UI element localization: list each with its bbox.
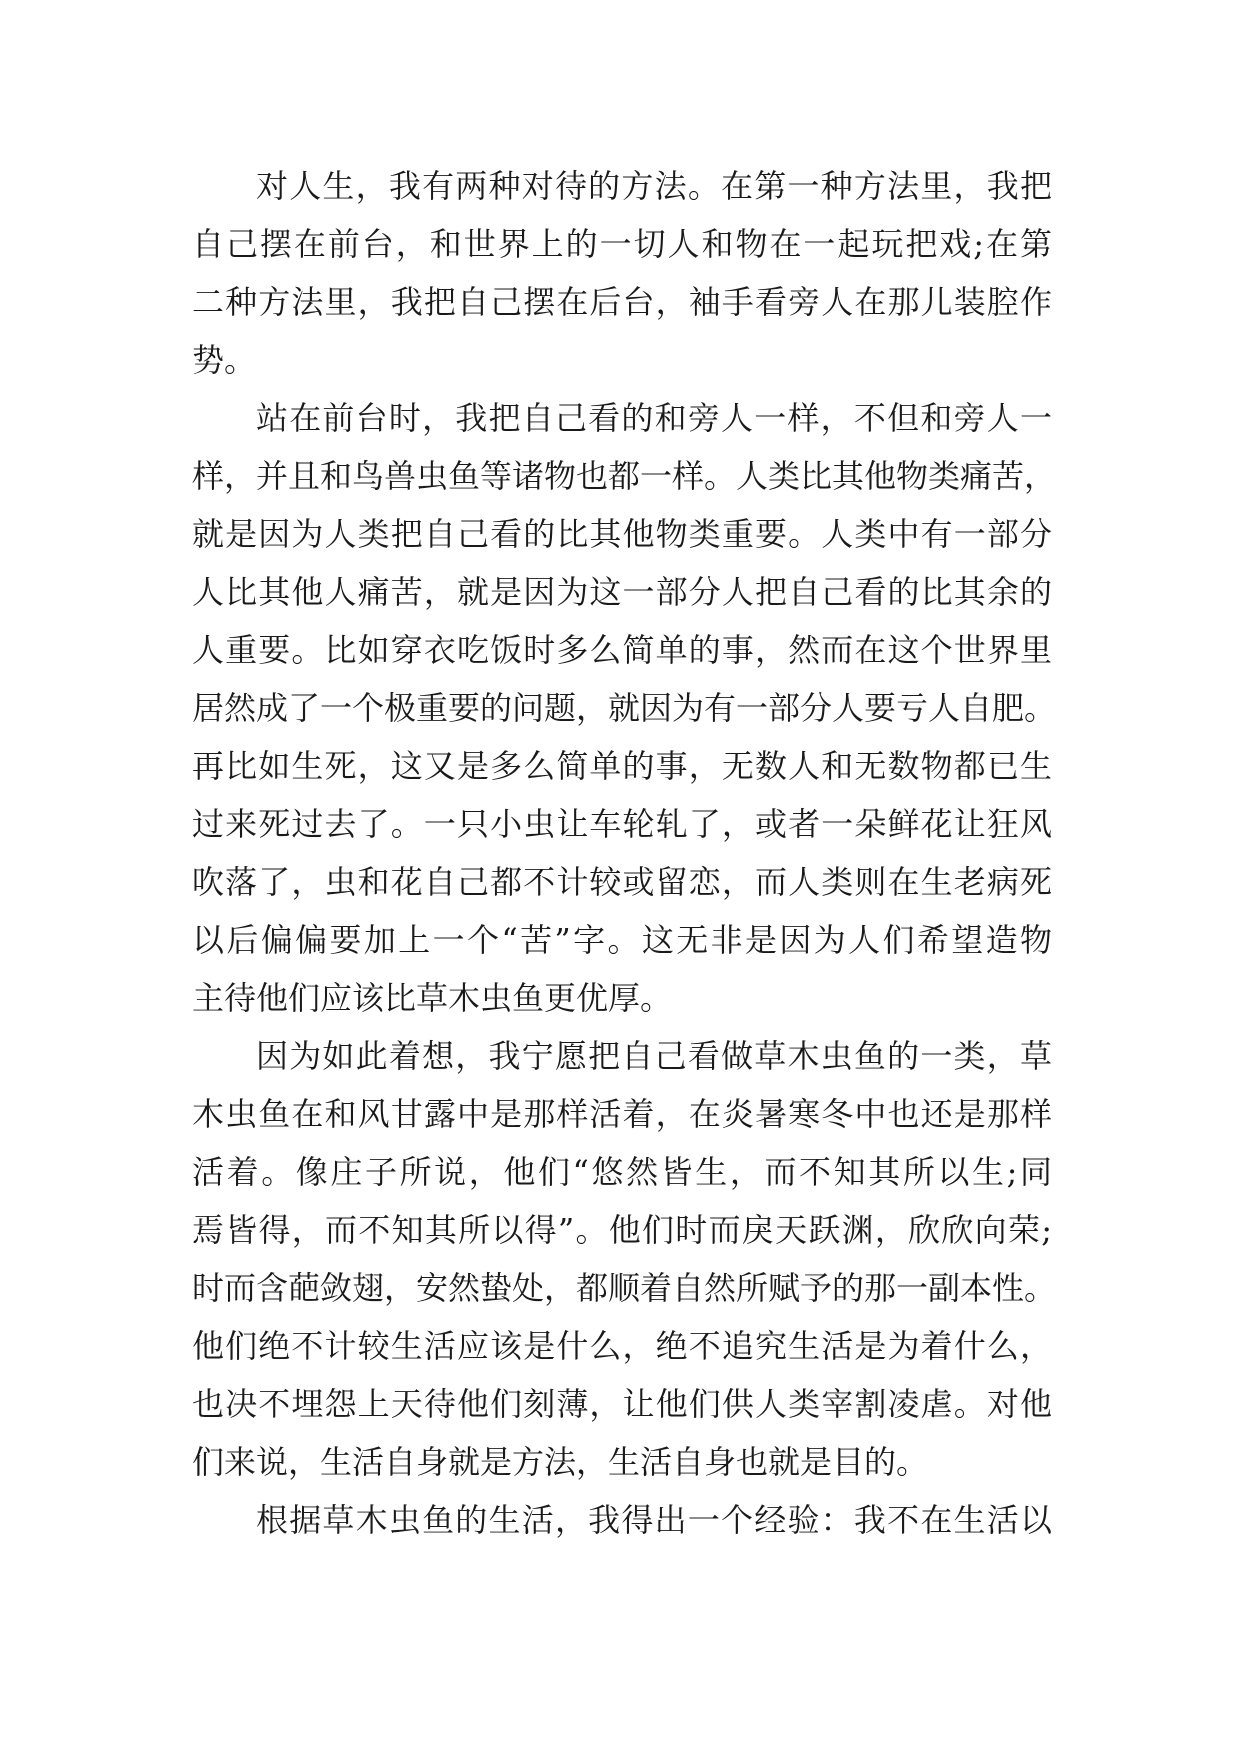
paragraph-3-line-6: 他们绝不计较生活应该是什么，绝不追究生活是为着什么， (192, 1327, 1052, 1365)
paragraph-3-line-4: 焉皆得，而不知其所以得”。他们时而戾天跃渊，欣欣向荣; (192, 1211, 1052, 1249)
paragraph-2-line-3: 就是因为人类把自己看的比其他物类重要。人类中有一部分 (192, 515, 1052, 553)
paragraph-2-line-2: 样，并且和鸟兽虫鱼等诸物也都一样。人类比其他物类痛苦， (192, 457, 1057, 495)
paragraph-2-line-11: 主待他们应该比草木虫鱼更优厚。 (192, 979, 673, 1017)
document-body (192, 157, 1057, 1549)
paragraph-2-line-9: 吹落了，虫和花自己都不计较或留恋，而人类则在生老病死 (192, 863, 1052, 901)
paragraph-1-line-3: 二种方法里，我把自己摆在后台，袖手看旁人在那儿装腔作 (192, 283, 1052, 321)
paragraph-2-line-8: 过来死过去了。一只小虫让车轮轧了，或者一朵鲜花让狂风 (192, 805, 1052, 843)
paragraph-2-line-5: 人重要。比如穿衣吃饭时多么简单的事，然而在这个世界里 (192, 631, 1052, 669)
paragraph-1-line-2: 自己摆在前台，和世界上的一切人和物在一起玩把戏;在第 (192, 225, 1052, 263)
paragraph-3-line-1: 因为如此着想，我宁愿把自己看做草木虫鱼的一类，草 (256, 1037, 1052, 1075)
paragraph-2-line-1: 站在前台时，我把自己看的和旁人一样，不但和旁人一 (256, 399, 1052, 437)
paragraph-3-line-7: 也决不埋怨上天待他们刻薄，让他们供人类宰割凌虐。对他 (192, 1385, 1052, 1423)
paragraph-1-line-1: 对人生，我有两种对待的方法。在第一种方法里，我把 (256, 167, 1052, 205)
paragraph-2-line-4: 人比其他人痛苦，就是因为这一部分人把自己看的比其余的 (192, 573, 1052, 611)
paragraph-3-line-8: 们来说，生活自身就是方法，生活自身也就是目的。 (192, 1443, 929, 1481)
paragraph-2-line-10: 以后偏偏要加上一个“苦”字。这无非是因为人们希望造物 (192, 921, 1052, 959)
paragraph-1-line-4: 势。 (192, 341, 257, 379)
paragraph-3-line-5: 时而含葩敛翅，安然蛰处，都顺着自然所赋予的那一副本性。 (192, 1269, 1057, 1307)
paragraph-4-line-1: 根据草木虫鱼的生活，我得出一个经验：我不在生活以 (256, 1501, 1052, 1539)
paragraph-3-line-2: 木虫鱼在和风甘露中是那样活着，在炎暑寒冬中也还是那样 (192, 1095, 1052, 1133)
paragraph-3-line-3: 活着。像庄子所说，他们“悠然皆生，而不知其所以生;同 (192, 1153, 1052, 1191)
paragraph-2-line-7: 再比如生死，这又是多么简单的事，无数人和无数物都已生 (192, 747, 1052, 785)
paragraph-2-line-6: 居然成了一个极重要的问题，就因为有一部分人要亏人自肥。 (192, 689, 1057, 727)
